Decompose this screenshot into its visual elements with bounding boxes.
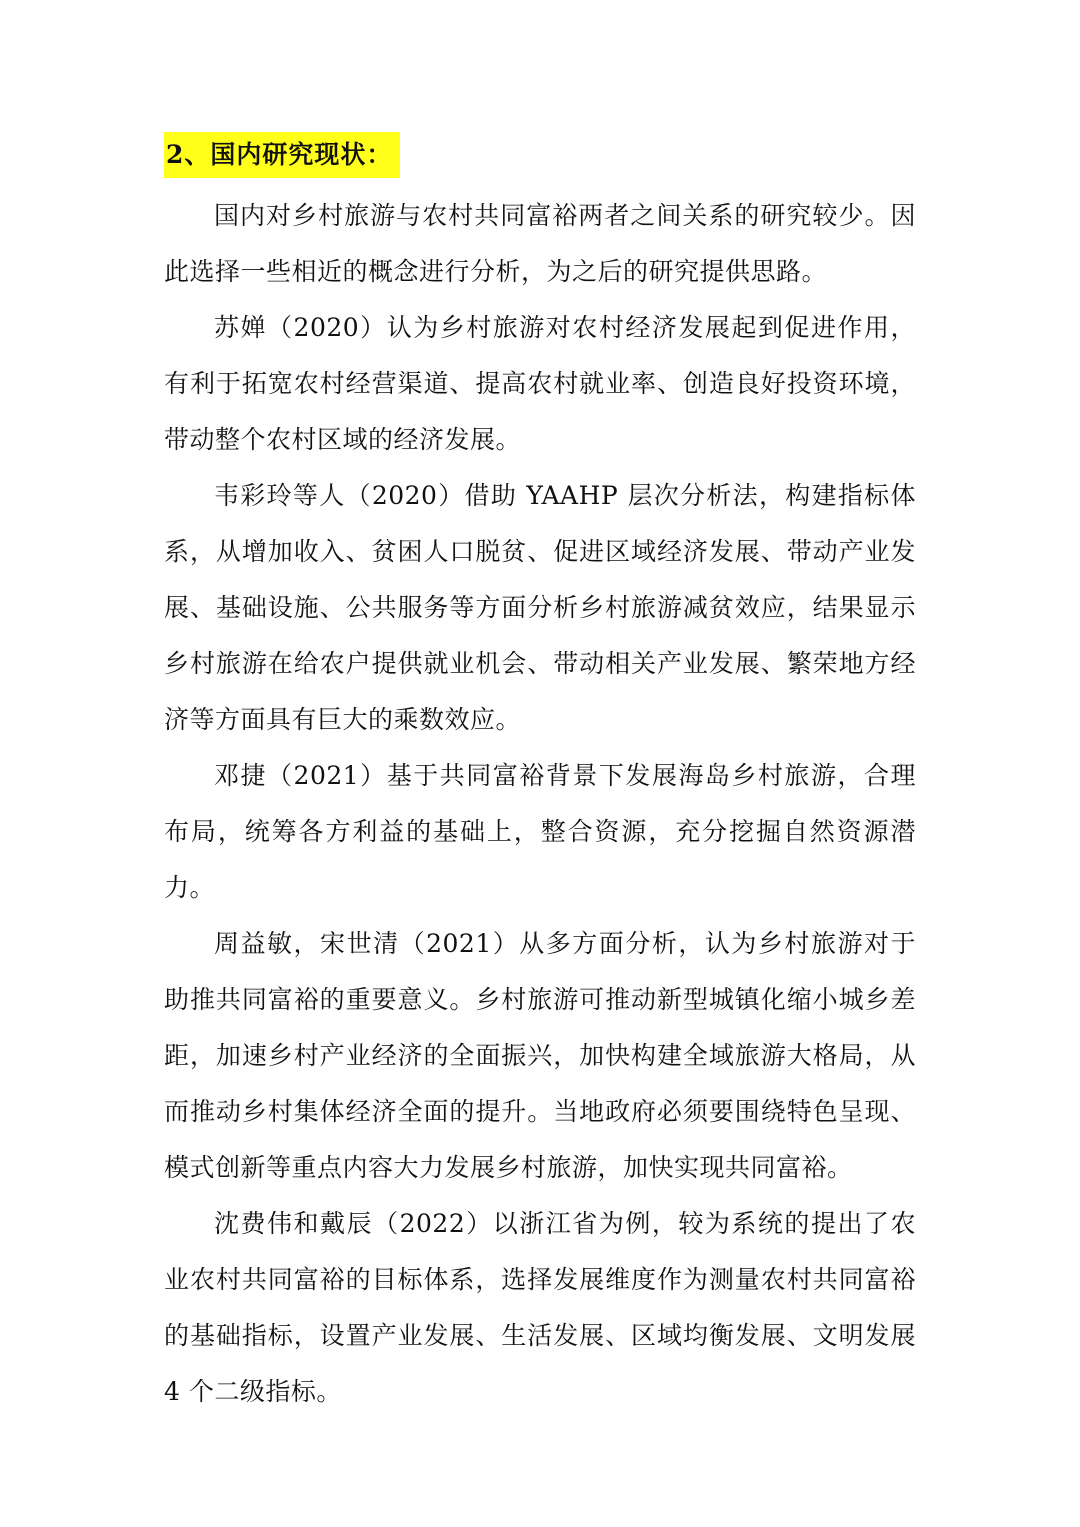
paragraph-wei-cailing: 韦彩玲等人（2020）借助 YAAHP 层次分析法，构建指标体系，从增加收入、贫困人口脱贫、促进区域经济发展、带动产业发展、基础设施、公共服务等方面分析乡村旅游减贫效应，结果显示乡村旅游在给农户提供就业机会、带动相关产业发展、繁荣地方经济等方面具有巨大的乘数效应。 — [164, 481, 916, 734]
paragraph-deng-jie: 邓捷（2021）基于共同富裕背景下发展海岛乡村旅游，合理布局，统筹各方利益的基础上，整合资源，充分挖掘自然资源潜力。 — [164, 761, 916, 902]
paragraph-zhou-yimin: 周益敏，宋世清（2021）从多方面分析，认为乡村旅游对于助推共同富裕的重要意义。乡村旅游可推动新型城镇化缩小城乡差距，加速乡村产业经济的全面振兴，加快构建全域旅游大格局，从而推动乡村集体经济全面的提升。当地政府必须要围绕特色呈现、模式创新等重点内容大力发展乡村旅游，加快实现共同富裕。 — [164, 929, 916, 1182]
paragraph-intro: 国内对乡村旅游与农村共同富裕两者之间关系的研究较少。因此选择一些相近的概念进行分析，为之后的研究提供思路。 — [164, 201, 916, 286]
body-text — [164, 188, 916, 1420]
paragraph-shen-feiwei: 沈费伟和戴辰（2022）以浙江省为例，较为系统的提出了农业农村共同富裕的目标体系，选择发展维度作为测量农村共同富裕的基础指标，设置产业发展、生活发展、区域均衡发展、文明发展 4 个二级指标。 — [164, 1209, 916, 1406]
paragraph-su-chan: 苏婵（2020）认为乡村旅游对农村经济发展起到促进作用，有利于拓宽农村经营渠道、提高农村就业率、创造良好投资环境，带动整个农村区域的经济发展。 — [164, 313, 916, 454]
section-heading: 2、国内研究现状： — [164, 132, 400, 178]
